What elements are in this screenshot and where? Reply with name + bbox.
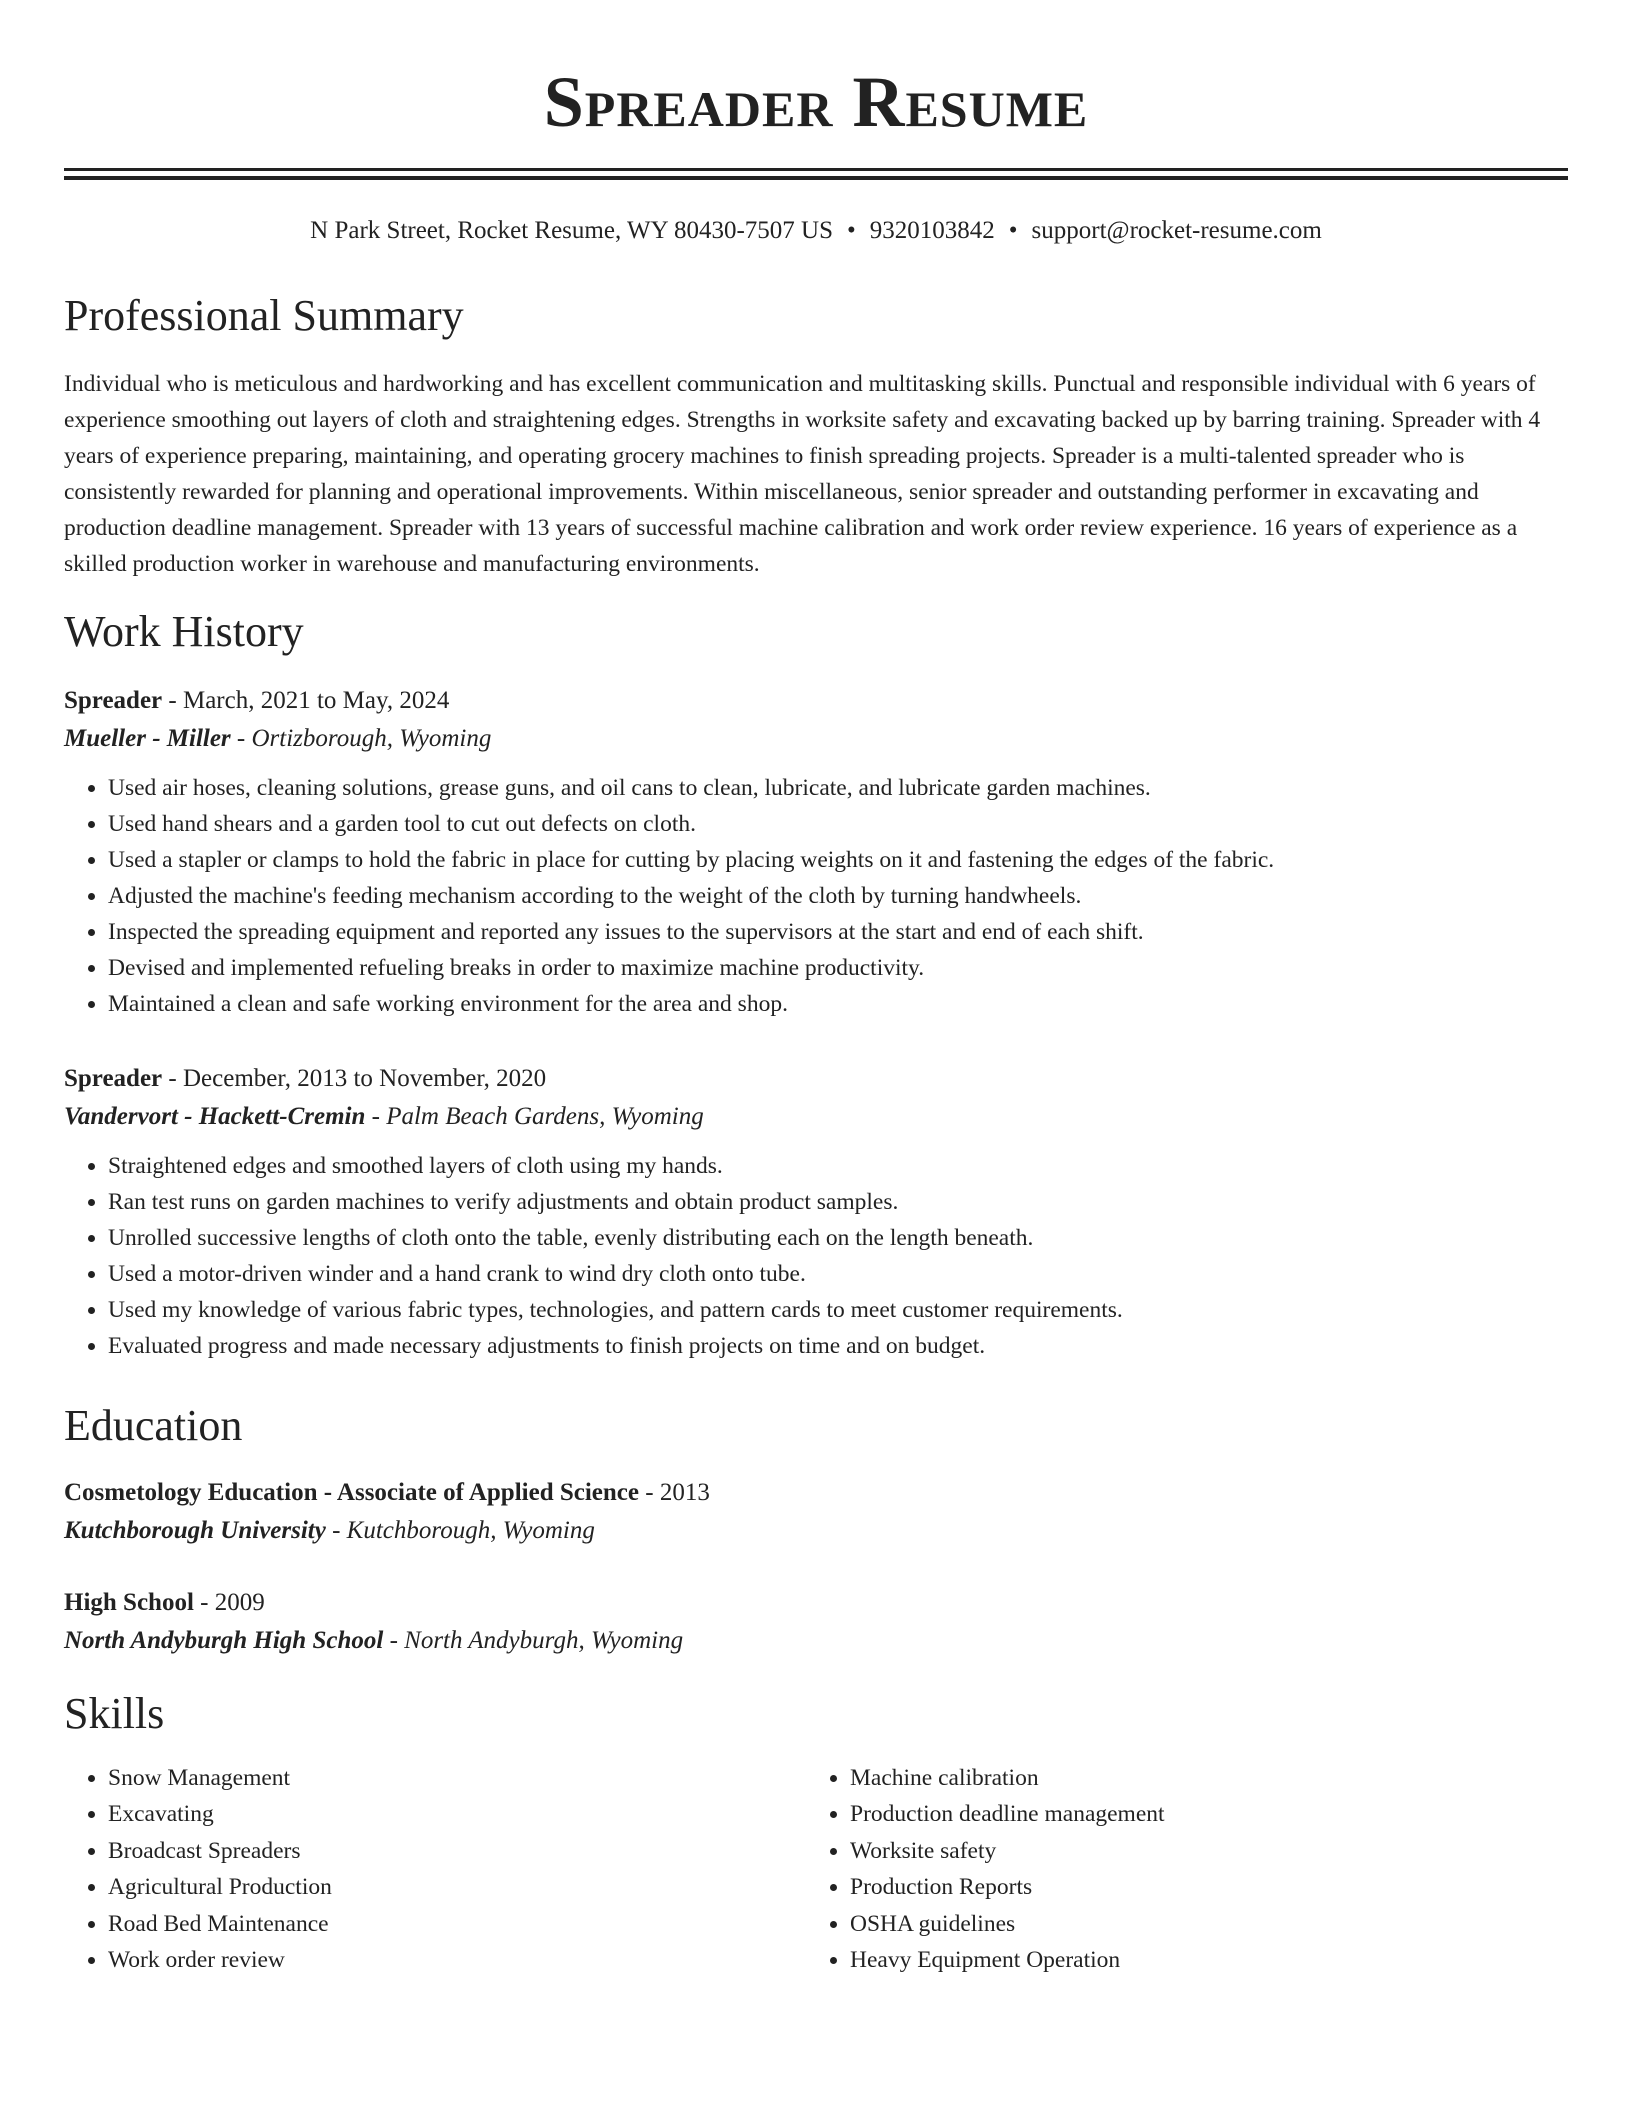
skills-list-right	[806, 1760, 1548, 1978]
job-role: Spreader	[64, 1065, 163, 1092]
list-item: • Ran test runs on garden machines to verify adjustments and obtain product samples.	[108, 1184, 1568, 1220]
job-role: Spreader	[64, 687, 163, 714]
list-item: • Straightened edges and smoothed layers of cloth using my hands.	[108, 1148, 1568, 1184]
job-entry	[64, 1060, 1568, 1364]
skills-columns	[64, 1760, 1568, 1978]
education-degree-line	[64, 1584, 1568, 1622]
job-company-line	[64, 720, 1568, 758]
education-school: Kutchborough University	[64, 1517, 326, 1544]
job-dates: - December, 2013 to November, 2020	[162, 1065, 547, 1092]
education-location: - Kutchborough, Wyoming	[325, 1517, 595, 1544]
job-entry	[64, 682, 1568, 1022]
job-duties-list	[64, 770, 1568, 1022]
skill-item: • Production Reports	[850, 1869, 1548, 1905]
job-location: - Ortizborough, Wyoming	[230, 725, 492, 752]
education-year: - 2013	[639, 1479, 710, 1506]
header-divider	[64, 168, 1568, 180]
job-duties-list	[64, 1148, 1568, 1364]
job-dates: - March, 2021 to May, 2024	[162, 687, 450, 714]
list-item: • Used air hoses, cleaning solutions, grease guns, and oil cans to clean, lubricate, and lubricate garden machines.	[108, 770, 1568, 806]
section-title-skills: Skills	[64, 1689, 165, 1738]
education-degree: Cosmetology Education - Associate of Applied Science	[64, 1479, 639, 1506]
education-entry	[64, 1584, 1568, 1660]
list-item: • Inspected the spreading equipment and reported any issues to the supervisors at the start and end of each shift.	[108, 914, 1568, 950]
list-item: • Adjusted the machine's feeding mechanism according to the weight of the cloth by turning handwheels.	[108, 878, 1568, 914]
education-school: North Andyburgh High School	[64, 1627, 384, 1654]
education-year: - 2009	[193, 1589, 265, 1616]
skill-item: • Worksite safety	[850, 1833, 1548, 1869]
skill-item: • Snow Management	[108, 1760, 806, 1796]
skill-item: • Broadcast Spreaders	[108, 1833, 806, 1869]
job-title-line	[64, 682, 1568, 720]
education-school-line	[64, 1622, 1568, 1660]
summary-text: Individual who is meticulous and hardworking and has excellent communication and multitasking skills. Punctual and responsible individual with 6 years of experience smoothing out layers of cloth and straightening edges. Strengths in worksite safety and excavating backed up by barring training. Spreader with 4 years of experience preparing, maintaining, and operating grocery machines to finish spreading projects. Spreader is a multi-talented spreader who is consistently rewarded for planning and operational improvements. Within miscellaneous, senior spreader and outstanding performer in excavating and production deadline management. Spreader with 13 years of successful machine calibration and work order review experience. 16 years of experience as a skilled production worker in warehouse and manufacturing environments.	[64, 371, 1541, 577]
list-item: • Unrolled successive lengths of cloth onto the table, evenly distributing each on the length beneath.	[108, 1220, 1568, 1256]
list-item: • Used hand shears and a garden tool to cut out defects on cloth.	[108, 806, 1568, 842]
list-item: • Devised and implemented refueling breaks in order to maximize machine productivity.	[108, 950, 1568, 986]
education-school-line	[64, 1512, 1568, 1550]
contact-email: support@rocket-resume.com	[1031, 217, 1322, 244]
skill-item: • Work order review	[108, 1942, 806, 1978]
education-degree: High School	[64, 1589, 194, 1616]
list-item: • Used a motor-driven winder and a hand crank to wind dry cloth onto tube.	[108, 1256, 1568, 1292]
contact-separator: •	[1008, 217, 1018, 244]
section-title-summary: Professional Summary	[64, 291, 464, 340]
list-item: • Used a stapler or clamps to hold the fabric in place for cutting by placing weights on it and fastening the edges of the fabric.	[108, 842, 1568, 878]
list-item: • Maintained a clean and safe working environment for the area and shop.	[108, 986, 1568, 1022]
list-item: • Evaluated progress and made necessary adjustments to finish projects on time and on budget.	[108, 1328, 1568, 1364]
job-location: - Palm Beach Gardens, Wyoming	[365, 1103, 704, 1130]
skill-item: • OSHA guidelines	[850, 1906, 1548, 1942]
section-title-work-history: Work History	[64, 607, 304, 656]
education-entry	[64, 1474, 1568, 1550]
job-company: Vandervort - Hackett-Cremin	[64, 1103, 366, 1130]
resume-name: Spreader Resume	[543, 62, 1089, 142]
contact-address: N Park Street, Rocket Resume, WY 80430-7507 US	[310, 217, 834, 244]
skill-item: • Heavy Equipment Operation	[850, 1942, 1548, 1978]
job-company-line	[64, 1098, 1568, 1136]
skill-item: • Agricultural Production	[108, 1869, 806, 1905]
education-location: - North Andyburgh, Wyoming	[383, 1627, 684, 1654]
job-company: Mueller - Miller	[64, 725, 231, 752]
skills-list-left	[64, 1760, 806, 1978]
skill-item: • Machine calibration	[850, 1760, 1548, 1796]
list-item: • Used my knowledge of various fabric types, technologies, and pattern cards to meet customer requirements.	[108, 1292, 1568, 1328]
contact-line	[64, 214, 1568, 248]
skill-item: • Production deadline management	[850, 1796, 1548, 1832]
contact-phone: 9320103842	[869, 217, 995, 244]
education-degree-line	[64, 1474, 1568, 1512]
section-title-education: Education	[64, 1401, 243, 1450]
skill-item: • Road Bed Maintenance	[108, 1906, 806, 1942]
contact-separator: •	[847, 217, 856, 244]
skill-item: • Excavating	[108, 1796, 806, 1832]
job-title-line	[64, 1060, 1568, 1098]
